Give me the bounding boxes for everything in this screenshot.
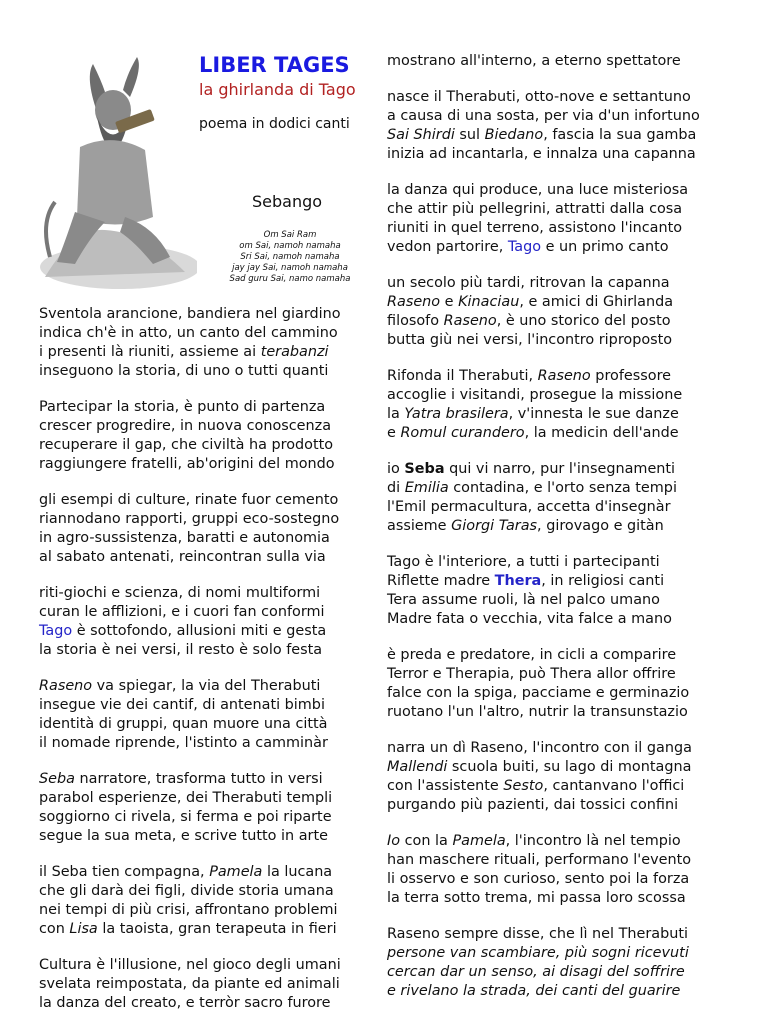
verse-line: io Seba qui vi narro, pur l'insegnamenti: [387, 461, 676, 477]
verse-line: a causa di una sosta, per via d'un infortuno: [387, 108, 700, 124]
verse-line: e Romul curandero, la medicin dell'ande: [387, 425, 679, 441]
verse-line: Riflette madre Thera, in religiosi canti: [387, 573, 665, 589]
verse-line: Terror e Therapia, può Thera allor offrire: [387, 666, 676, 682]
tago-link[interactable]: Tago: [39, 623, 73, 639]
stanza: [39, 677, 369, 753]
stanza: [387, 274, 757, 350]
verse-line: il Seba tien compagna, Pamela la lucana: [39, 864, 333, 880]
stanza: [39, 491, 369, 567]
left-column: [39, 305, 369, 1030]
verse-line: filosofo Raseno, è uno storico del posto: [387, 313, 671, 329]
stanza: [387, 88, 757, 164]
verse-line: la danza del creato, e terròr sacro furore: [39, 995, 331, 1011]
verse-line: riti-giochi e scienza, di nomi multiformi: [39, 585, 321, 601]
verse-line: soggiorno ci rivela, si ferma e poi riparte: [39, 809, 332, 825]
verse-line: con l'assistente Sesto, cantanvano l'offici: [387, 778, 685, 794]
verse-line: raggiungere fratelli, ab'origini del mondo: [39, 456, 335, 472]
stanza: [387, 739, 757, 815]
verse-line: inizia ad incantarla, e innalza una capanna: [387, 146, 696, 162]
stanza: [39, 956, 369, 1013]
verse-line: cercan dar un senso, ai disagi del soffrire: [387, 964, 685, 980]
verse-line: segue la sua meta, e scrive tutto in arte: [39, 828, 328, 844]
mantra: [216, 230, 364, 285]
verse-line: indica ch'è in atto, un canto del cammino: [39, 325, 338, 341]
verse-line: Sai Shirdi sul Biedano, fascia la sua gamba: [387, 127, 697, 143]
verse-line: Mallendi scuola buiti, su lago di montagna: [387, 759, 692, 775]
verse-line: identità di gruppi, quan muore una città: [39, 716, 328, 732]
verse-line: Rifonda il Therabuti, Raseno professore: [387, 368, 672, 384]
verse-line: assieme Giorgi Taras, girovago e gitàn: [387, 518, 664, 534]
verse-line: Io con la Pamela, l'incontro là nel tempio: [387, 833, 681, 849]
faun-pan-flute-icon: [35, 52, 197, 292]
verse-line: vedon partorire, Tago e un primo canto: [387, 239, 669, 255]
verse-line: nasce il Therabuti, otto-nove e settantuno: [387, 89, 691, 105]
verse-line: Sventola arancione, bandiera nel giardino: [39, 306, 341, 322]
verse-line: Raseno sempre disse, che lì nel Therabuti: [387, 926, 688, 942]
stanza: [39, 770, 369, 846]
thera-link[interactable]: Thera: [494, 573, 542, 589]
stanza: [387, 367, 757, 443]
verse-line: i presenti là riuniti, assieme ai terabanzi: [39, 344, 329, 360]
mantra-line: om Sai, namoh namaha: [239, 241, 341, 251]
title-block: [199, 52, 369, 132]
verse-line: Tera assume ruoli, là nel palco umano: [387, 592, 660, 608]
mantra-line: Sri Sai, namoh namaha: [240, 252, 340, 262]
verse-line: narra un dì Raseno, l'incontro con il ganga: [387, 740, 692, 756]
verse-line: butta giù nei versi, l'incontro riproposto: [387, 332, 673, 348]
stanza: [387, 181, 757, 257]
verse-line: falce con la spiga, pacciame e germinazio: [387, 685, 690, 701]
book-subtitle: la ghirlanda di Tago: [199, 80, 356, 99]
verse-line: Partecipar la storia, è punto di partenza: [39, 399, 326, 415]
verse-line: persone van scambiare, più sogni ricevuti: [387, 945, 689, 961]
verse-line: che attir più pellegrini, attratti dalla cosa: [387, 201, 683, 217]
verse-line: Madre fata o vecchia, vita falce a mano: [387, 611, 672, 627]
verse-line: svelata reimpostata, da piante ed animali: [39, 976, 340, 992]
verse-line: han maschere rituali, performano l'evento: [387, 852, 692, 868]
verse-line: e rivelano la strada, dei canti del guarire: [387, 983, 681, 999]
verse-line: riuniti in quel terreno, assistono l'incanto: [387, 220, 683, 236]
verse-line: recuperare il gap, che civiltà ha prodotto: [39, 437, 334, 453]
stanza: [387, 52, 757, 71]
verse-line: un secolo più tardi, ritrovan la capanna: [387, 275, 670, 291]
verse-line: Seba narratore, trasforma tutto in versi: [39, 771, 323, 787]
mantra-line: Om Sai Ram: [263, 230, 317, 240]
verse-line: la danza qui produce, una luce misteriosa: [387, 182, 689, 198]
verse-line: parabol esperienze, dei Therabuti templi: [39, 790, 333, 806]
verse-line: il nomade riprende, l'istinto a camminàr: [39, 735, 328, 751]
verse-line: nei tempi di più crisi, affrontano problemi: [39, 902, 338, 918]
verse-line: di Emilia contadina, e l'orto senza tempi: [387, 480, 677, 496]
stanza: [387, 832, 757, 908]
mantra-line: Sad guru Sai, namo namaha: [229, 274, 351, 284]
verse-line: inseguono la storia, di uno o tutti quanti: [39, 363, 329, 379]
stanza: [39, 398, 369, 474]
stanza: [387, 553, 757, 629]
stanza: [39, 584, 369, 660]
verse-line: è preda e predatore, in cicli a comparire: [387, 647, 677, 663]
verse-line: Raseno e Kinaciau, e amici di Ghirlanda: [387, 294, 674, 310]
verse-line: la storia è nei versi, il resto è solo festa: [39, 642, 323, 658]
verse-line: gli esempi di culture, rinate fuor cemento: [39, 492, 339, 508]
verse-line: ruotano l'un l'altro, nutrir la transunstazio: [387, 704, 688, 720]
stanza: [39, 305, 369, 381]
verse-line: la terra sotto trema, mi passa loro scossa: [387, 890, 686, 906]
stanza: [387, 925, 757, 1001]
tago-link[interactable]: Tago: [507, 239, 542, 255]
verse-line: Raseno va spiegar, la via del Therabuti: [39, 678, 321, 694]
verse-line: purgando più pazienti, dai tossici confini: [387, 797, 679, 813]
verse-line: Tago è l'interiore, a tutti i partecipanti: [387, 554, 660, 570]
verse-line: l'Emil permacultura, accetta d'insegnàr: [387, 499, 671, 515]
verse-line: al sabato antenati, reincontran sulla via: [39, 549, 326, 565]
verse-line: Tago è sottofondo, allusioni miti e gesta: [39, 623, 327, 639]
stanza: [387, 460, 757, 536]
faun-illustration: [35, 52, 197, 292]
verse-line: crescer progredire, in nuova conoscenza: [39, 418, 332, 434]
verse-line: la Yatra brasilera, v'innesta le sue danze: [387, 406, 679, 422]
verse-line: con Lisa la taoista, gran terapeuta in fieri: [39, 921, 337, 937]
verse-line: mostrano all'interno, a eterno spettatore: [387, 53, 681, 69]
section-title: Sebango: [252, 192, 323, 211]
verse-line: insegue vie dei cantif, di antenati bimbi: [39, 697, 325, 713]
verse-line: riannodano rapporti, gruppi eco-sostegno: [39, 511, 340, 527]
stanza: [39, 863, 369, 939]
verse-line: curan le afflizioni, e i cuori fan conformi: [39, 604, 325, 620]
right-column: [387, 52, 757, 1018]
book-title: LIBER TAGES: [199, 53, 350, 77]
verse-line: accoglie i visitandi, prosegue la missione: [387, 387, 683, 403]
book-description: poema in dodici canti: [199, 116, 350, 132]
verse-line: in agro-sussistenza, baratti e autonomia: [39, 530, 330, 546]
verse-line: che gli darà dei figli, divide storia umana: [39, 883, 334, 899]
verse-line: li osservo e son curioso, sento poi la forza: [387, 871, 690, 887]
mantra-line: jay jay Sai, namoh namaha: [232, 263, 348, 273]
verse-line: Cultura è l'illusione, nel gioco degli umani: [39, 957, 341, 973]
stanza: [387, 646, 757, 722]
